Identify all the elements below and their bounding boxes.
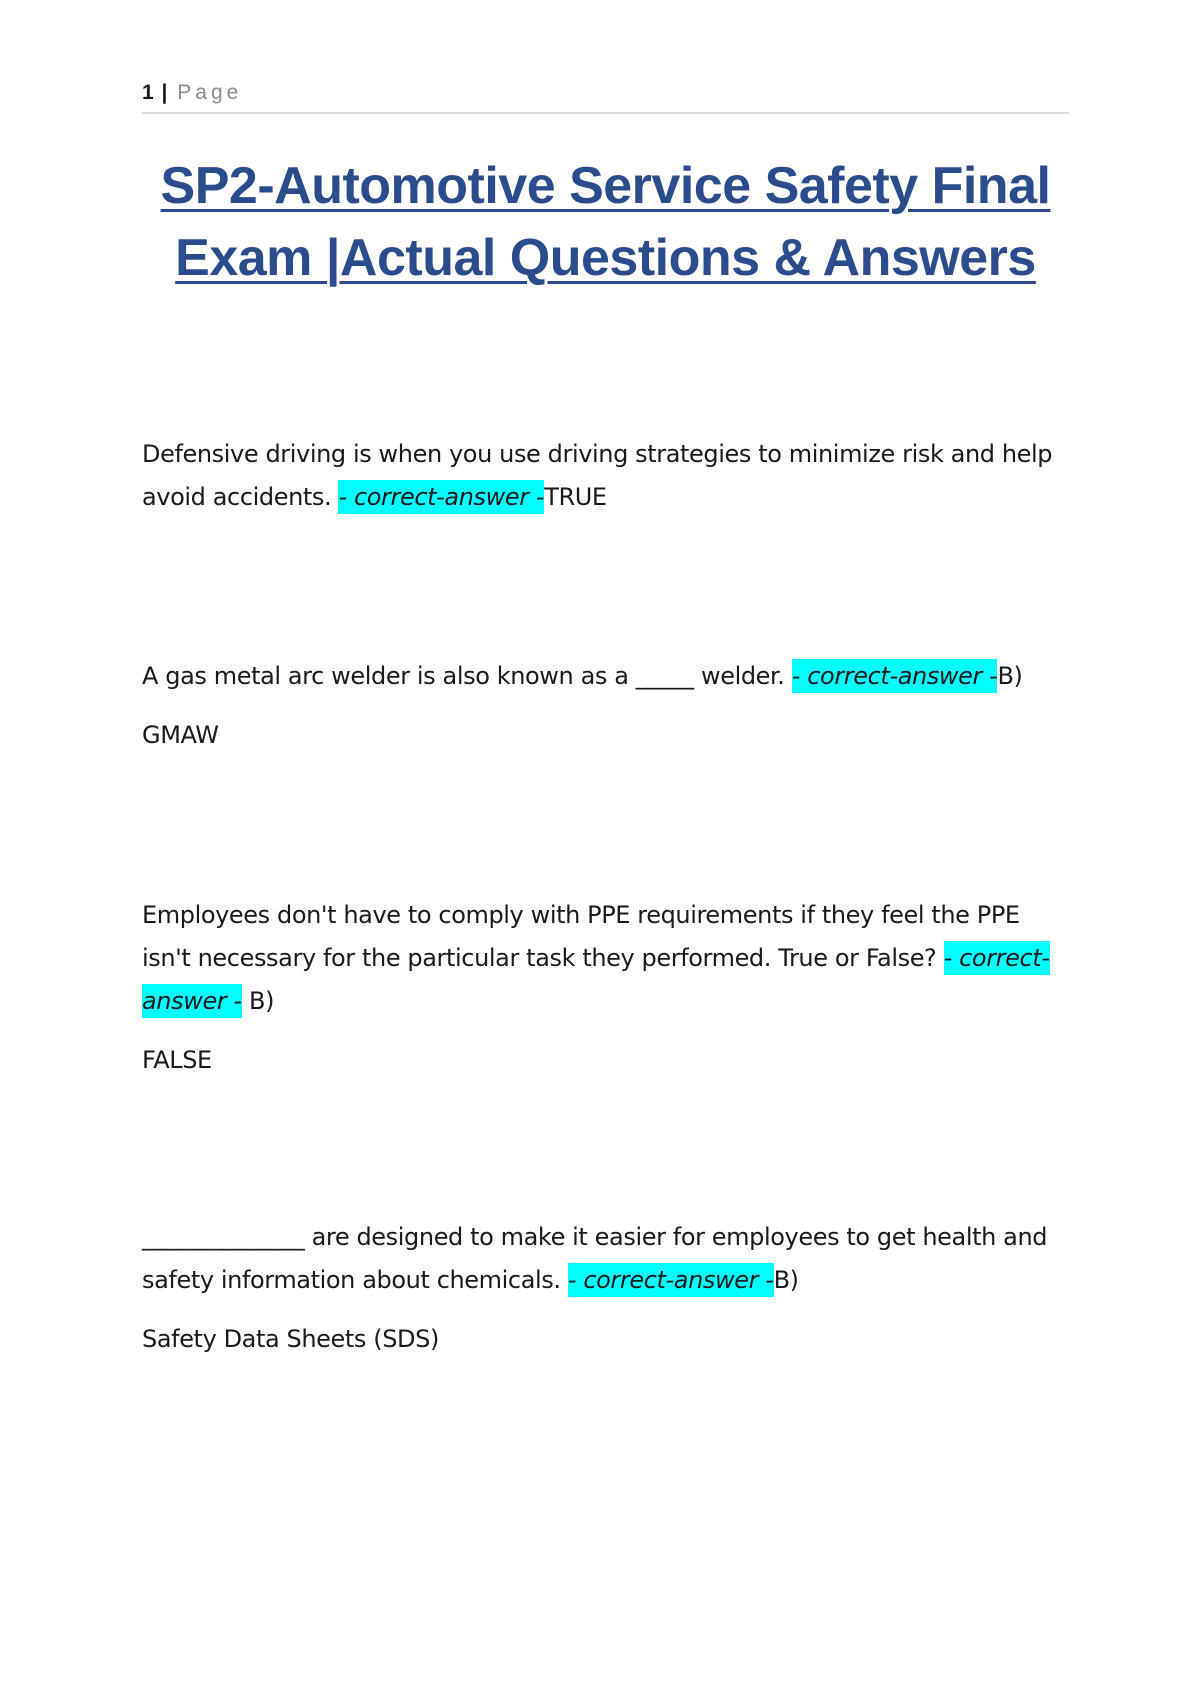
- title-line-2: Exam |Actual Questions & Answers: [175, 229, 1036, 287]
- answer-line: Safety Data Sheets (SDS): [142, 1325, 439, 1353]
- question-text: ______________ are designed to make it easier for employees to get health and safety information about chemicals.: [142, 1223, 1048, 1294]
- qa-item-3: [142, 894, 1062, 1082]
- answer-inline: B): [773, 1266, 799, 1294]
- title-line-1: SP2-Automotive Service Safety Final: [160, 157, 1051, 215]
- correct-answer-marker: - correct-answer -: [792, 659, 998, 693]
- page-header: [142, 80, 1069, 114]
- document-title: [142, 150, 1069, 294]
- answer-line: GMAW: [142, 721, 219, 749]
- header-separator: |: [161, 81, 168, 104]
- qa-item-1: [142, 433, 1062, 519]
- answer-line: FALSE: [142, 1046, 212, 1074]
- qa-item-4: [142, 1216, 1062, 1361]
- answer-inline: TRUE: [544, 483, 607, 511]
- answer-inline: B): [997, 662, 1023, 690]
- question-text: Employees don't have to comply with PPE requirements if they feel the PPE isn't necessary for the particular task they performed. True or False?: [142, 901, 1020, 972]
- correct-answer-marker: - correct-answer -: [142, 941, 1050, 1018]
- correct-answer-marker: - correct-answer -: [338, 480, 544, 514]
- qa-item-2: [142, 655, 1062, 757]
- page-number: 1: [142, 81, 154, 104]
- question-text: Defensive driving is when you use driving strategies to minimize risk and help avoid accidents.: [142, 440, 1053, 511]
- page-label: Page: [177, 81, 243, 104]
- question-text: A gas metal arc welder is also known as a _____ welder.: [142, 662, 785, 690]
- correct-answer-marker: - correct-answer -: [568, 1263, 774, 1297]
- answer-inline: B): [249, 987, 275, 1015]
